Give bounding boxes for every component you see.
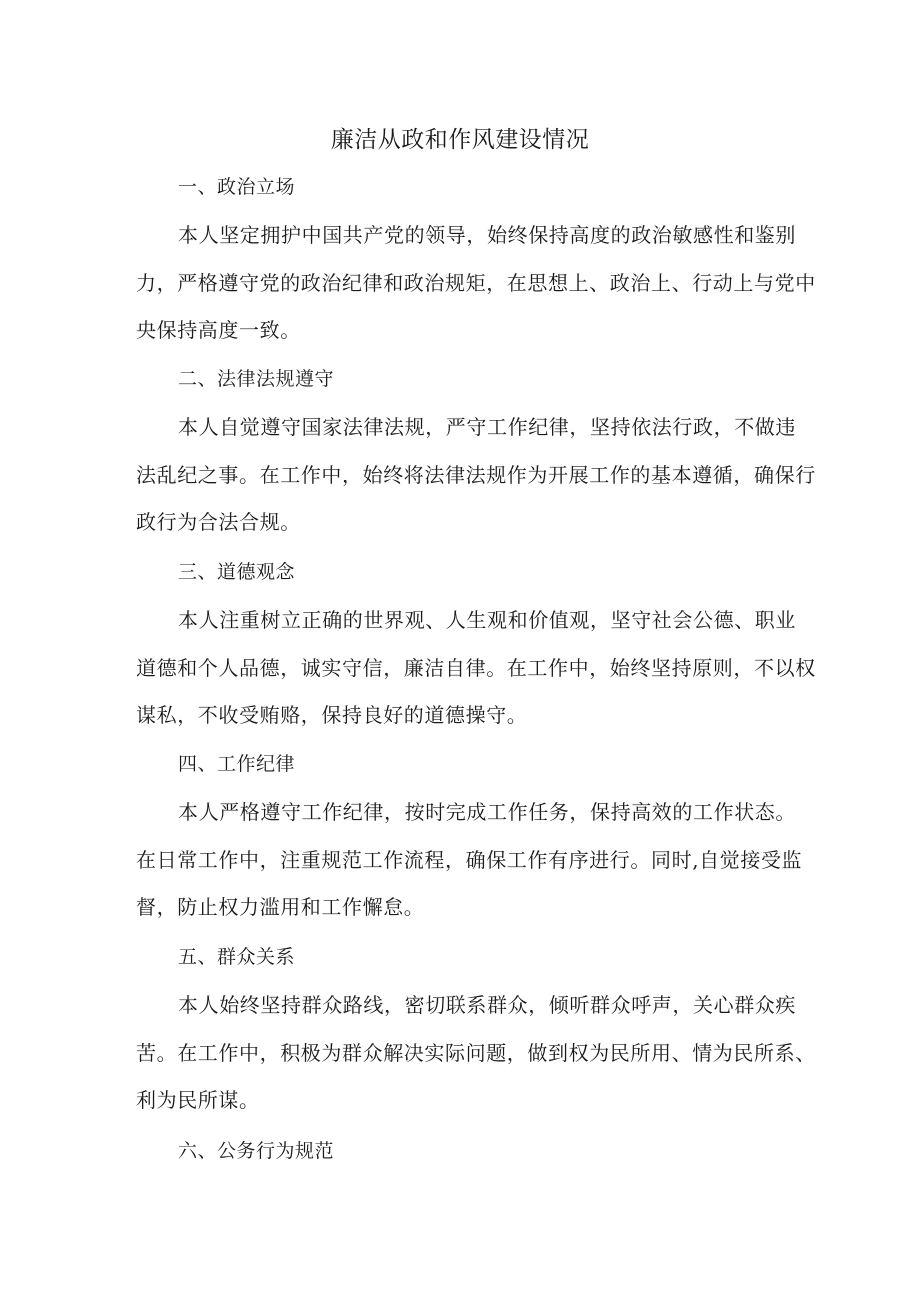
paragraph-line: 本人自觉遵守国家法律法规，严守工作纪律，坚持依法行政，不做违	[178, 415, 796, 439]
section-heading-moral-values: 三、道德观念	[178, 561, 296, 583]
section-heading-work-discipline: 四、工作纪律	[178, 753, 296, 775]
paragraph-line: 央保持高度一致。	[136, 318, 301, 342]
paragraph-line: 在日常工作中，注重规范工作流程，确保工作有序进行。同时,自觉接受监	[136, 848, 803, 872]
paragraph-line: 本人坚定拥护中国共产党的领导，始终保持高度的政治敏感性和鉴别	[178, 223, 796, 247]
section-heading-political-stance: 一、政治立场	[178, 176, 296, 198]
paragraph-line: 本人注重树立正确的世界观、人生观和价值观，坚守社会公德、职业	[178, 608, 796, 632]
paragraph-line: 政行为合法合规。	[136, 510, 301, 534]
paragraph-line: 道德和个人品德，诚实守信，廉洁自律。在工作中，始终坚持原则，不以权	[136, 656, 816, 680]
section-heading-law-compliance: 二、法律法规遵守	[178, 368, 335, 390]
paragraph-line: 利为民所谋。	[136, 1088, 260, 1112]
section-heading-mass-relations: 五、群众关系	[178, 946, 296, 968]
paragraph-line: 苦。在工作中，积极为群众解决实际问题，做到权为民所用、情为民所系、	[136, 1041, 816, 1065]
paragraph-line: 法乱纪之事。在工作中，始终将法律法规作为开展工作的基本遵循，确保行	[136, 463, 816, 487]
paragraph-line: 力，严格遵守党的政治纪律和政治规矩，在思想上、政治上、行动上与党中	[136, 271, 816, 295]
paragraph-line: 本人始终坚持群众路线，密切联系群众，倾听群众呼声，关心群众疾	[178, 993, 796, 1017]
section-heading-official-conduct: 六、公务行为规范	[178, 1140, 335, 1162]
document-title: 廉洁从政和作风建设情况	[330, 127, 590, 153]
paragraph-line: 督，防止权力滥用和工作懈怠。	[136, 895, 425, 919]
paragraph-line: 谋私，不收受贿赂，保持良好的道德操守。	[136, 703, 528, 727]
paragraph-line: 本人严格遵守工作纪律，按时完成工作任务，保持高效的工作状态。	[178, 800, 796, 824]
